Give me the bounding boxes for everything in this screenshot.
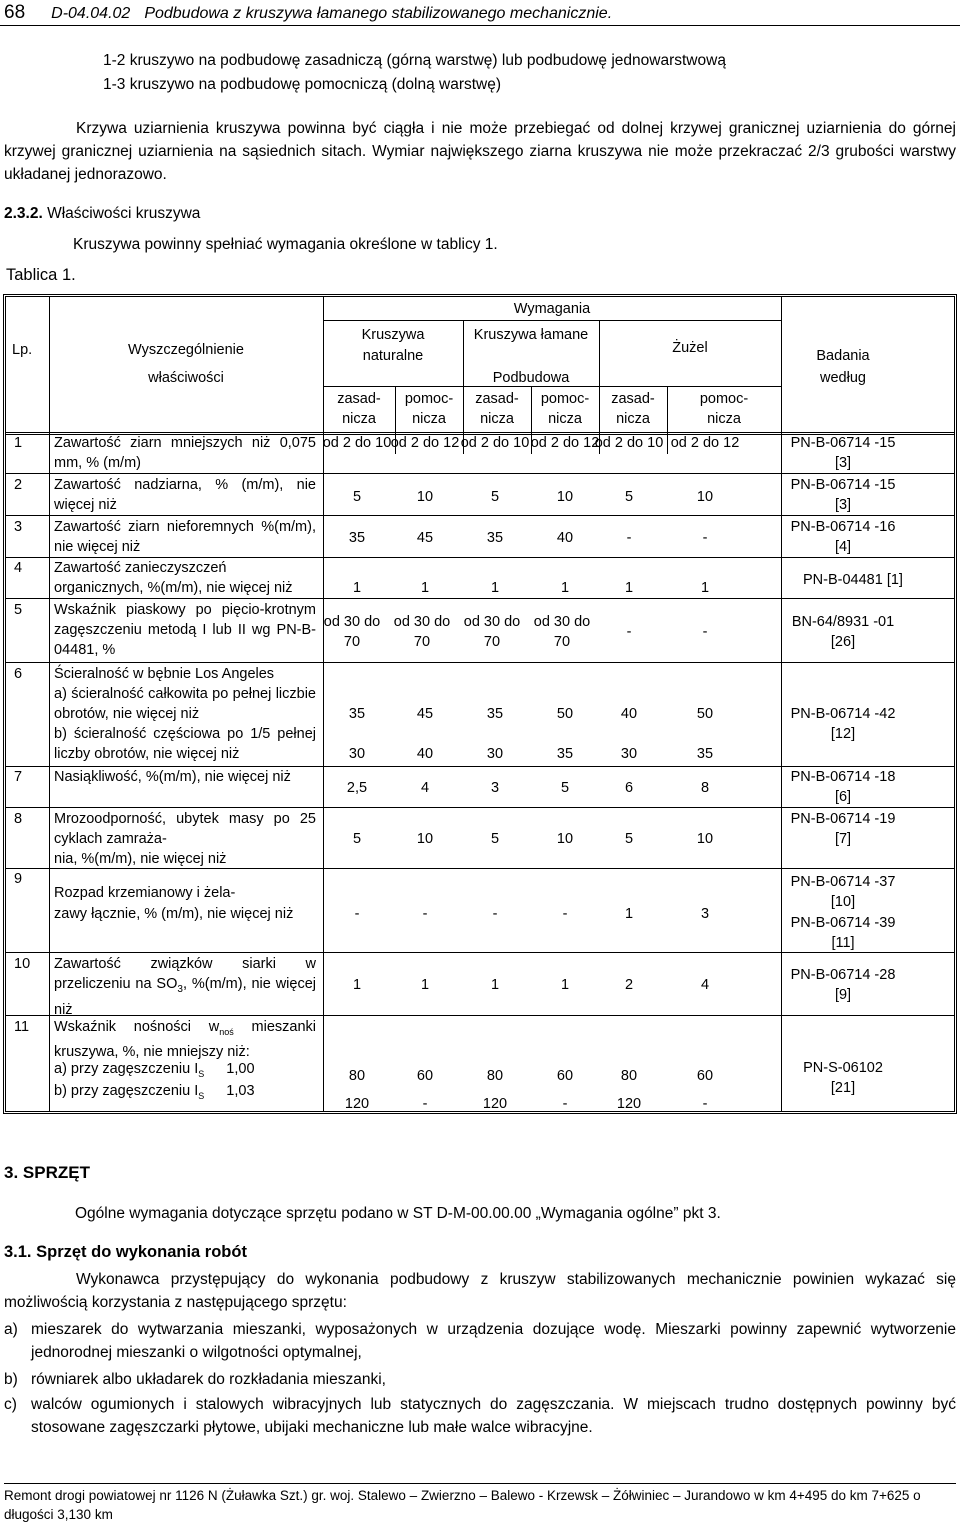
row-value: 35 bbox=[348, 530, 366, 546]
header-pomoc-2: nicza bbox=[548, 411, 582, 427]
row-text: Zawartość nadziarna, % (m/m), nie więcej niż bbox=[54, 477, 316, 513]
subscript: noś bbox=[219, 1026, 234, 1037]
row-value: od 30 do 70 bbox=[463, 614, 521, 650]
row-value: 30 bbox=[348, 746, 366, 762]
row-lp: 9 bbox=[14, 871, 23, 887]
list-item bbox=[4, 1318, 956, 1364]
row-value: - bbox=[702, 624, 708, 640]
row-value: - bbox=[702, 530, 708, 546]
list-text: walców ogumionych i stalowych wibracyjnych lub statycznych do zagęszczania. W miejscach trudno dostępnych powinny być stosowane zagęszczarki płytowe, ubijaki mechaniczne lub małe walce wibracyjne. bbox=[31, 1396, 956, 1436]
row-value: 10 bbox=[556, 489, 574, 505]
row-value: 45 bbox=[416, 530, 434, 546]
section-31-title: 3.1. Sprzęt do wykonania robót bbox=[4, 1243, 247, 1261]
intro-line-1: 1-2 kruszywo na podbudowę zasadniczą (górną warstwę) lub podbudowę jednowarstwową bbox=[103, 52, 726, 69]
header-lp: Lp. bbox=[12, 342, 33, 358]
row-badania: PN-B-06714 -15 [3] bbox=[790, 435, 896, 471]
header-pomoc-2: nicza bbox=[707, 411, 741, 427]
row-badania: PN-B-06714 -37 [10] bbox=[790, 874, 896, 910]
row-badania: PN-B-06714 -16 [4] bbox=[790, 519, 896, 555]
header-kn-2: naturalne bbox=[362, 348, 424, 364]
row-value: 120 bbox=[344, 1096, 370, 1112]
row-value: 35 bbox=[486, 706, 504, 722]
row-value: 2,5 bbox=[346, 780, 368, 796]
spec-code: D-04.04.02 bbox=[51, 5, 131, 22]
row-lp: 4 bbox=[14, 560, 23, 576]
subscript: S bbox=[198, 1090, 205, 1101]
section-232-text: Kruszywa powinny spełniać wymagania określone w tablicy 1. bbox=[73, 236, 498, 253]
row-value: od 2 do 10 bbox=[322, 435, 392, 451]
row-text-part: Zawartość związków siarki w przeliczeniu na SO bbox=[54, 956, 316, 992]
list-item bbox=[4, 1368, 956, 1391]
row-value: 5 bbox=[624, 489, 634, 505]
row-value: - bbox=[422, 906, 428, 922]
row-text-part: Wskaźnik nośności w bbox=[54, 1019, 220, 1035]
row-value: 3 bbox=[700, 906, 710, 922]
row-value: od 30 do 70 bbox=[323, 614, 381, 650]
row-text-part: , %(m/m), nie więcej niż bbox=[54, 976, 316, 1018]
row-value: od 2 do 12 bbox=[390, 435, 460, 451]
table-rule bbox=[49, 297, 50, 1111]
row-value: 4 bbox=[700, 977, 710, 993]
header-zasad-2: nicza bbox=[342, 411, 376, 427]
row-value: 60 bbox=[696, 1068, 714, 1084]
row-value: 45 bbox=[416, 706, 434, 722]
row-value: 120 bbox=[482, 1096, 508, 1112]
page-header bbox=[4, 2, 612, 24]
row-badania: PN-B-06714 -15 [3] bbox=[790, 477, 896, 513]
row-value: 35 bbox=[556, 746, 574, 762]
row-lp: 6 bbox=[14, 666, 23, 682]
row-value: 1 bbox=[420, 977, 430, 993]
row-text: nia, %(m/m), nie więcej niż bbox=[54, 851, 227, 867]
row-badania: PN-B-06714 -18 [6] bbox=[790, 769, 896, 805]
row-value: od 30 do 70 bbox=[533, 614, 591, 650]
row-text: Nasiąkliwość, %(m/m), nie więcej niż bbox=[54, 769, 291, 785]
table-rule bbox=[6, 598, 954, 599]
row-value: 8 bbox=[700, 780, 710, 796]
header-pomoc-1: pomoc- bbox=[540, 391, 590, 407]
row-value: 5 bbox=[560, 780, 570, 796]
row-badania: PN-B-06714 -28 [9] bbox=[790, 967, 896, 1003]
list-text: równiarek albo układarek do rozkładania mieszanki, bbox=[31, 1371, 386, 1388]
row-value: 1 bbox=[352, 580, 362, 596]
row-value: 4 bbox=[420, 780, 430, 796]
header-spec-2: właściwości bbox=[148, 370, 224, 386]
row-value: 60 bbox=[556, 1068, 574, 1084]
header-kl: Kruszywa łamane bbox=[473, 327, 589, 343]
subscript: S bbox=[198, 1068, 205, 1079]
header-badania-1: Badania bbox=[816, 348, 870, 364]
table-rule bbox=[781, 297, 782, 1111]
row-value: 3 bbox=[490, 780, 500, 796]
subscript: 3 bbox=[177, 983, 183, 995]
section-title: Właściwości kruszywa bbox=[47, 205, 201, 222]
table-rule bbox=[6, 662, 954, 663]
header-zasad-2: nicza bbox=[616, 411, 650, 427]
row-value: 40 bbox=[620, 706, 638, 722]
row-value: od 2 do 10 bbox=[594, 435, 664, 451]
header-wymagania: Wymagania bbox=[513, 301, 591, 317]
row-value: 10 bbox=[416, 831, 434, 847]
row-value: 5 bbox=[624, 831, 634, 847]
row-value: 5 bbox=[490, 489, 500, 505]
section-31-text: Wykonawca przystępujący do wykonania podbudowy z kruszyw stabilizowanych mechanicznie powinien wykazać się możliwością korzystania z następującego sprzętu: bbox=[4, 1271, 956, 1311]
row-lp: 11 bbox=[14, 1019, 30, 1035]
list-text: mieszarek do wytwarzania mieszanki, wyposażonych w urządzenia dozujące wodę. Mieszarki powinny zapewnić wytworzenie jednorodnej mieszanki o wilgotności optymalnej, bbox=[31, 1321, 956, 1361]
row-value: 1 bbox=[624, 580, 634, 596]
row-text: Rozpad krzemianowy i żela- bbox=[54, 885, 236, 901]
header-spec-1: Wyszczególnienie bbox=[128, 342, 244, 358]
row-badania: BN-64/8931 -01 [26] bbox=[791, 614, 895, 650]
row-value: 1 bbox=[560, 580, 570, 596]
page-number: 68 bbox=[4, 2, 26, 23]
row-value: - bbox=[562, 906, 568, 922]
header-pomoc-1: pomoc- bbox=[699, 391, 749, 407]
row-value: 1 bbox=[490, 580, 500, 596]
row-value: 10 bbox=[416, 489, 434, 505]
header-zuzel: Żużel bbox=[672, 340, 708, 356]
row-value: - bbox=[492, 906, 498, 922]
row-value: od 30 do 70 bbox=[393, 614, 451, 650]
intro-paragraph: Krzywa uziarnienia kruszywa powinna być ciągła i nie może przebiegać od dolnej krzywej granicznej uziarnienia do górnej krzywej granicznej uziarnienia na sąsiednich sitach. Wymiar największego ziarna kruszywa nie może przekraczać 2/3 grubości warstwy układanej jednorazowo. bbox=[4, 120, 956, 183]
row-text bbox=[54, 1017, 316, 1062]
row-value: 5 bbox=[352, 831, 362, 847]
row-lp: 8 bbox=[14, 811, 23, 827]
header-kn-1: Kruszywa bbox=[361, 327, 425, 343]
row-value: 2 bbox=[624, 977, 634, 993]
list-label: c) bbox=[4, 1396, 17, 1413]
list-item bbox=[4, 1393, 956, 1439]
table-rule bbox=[323, 320, 781, 321]
row-value: - bbox=[354, 906, 360, 922]
spec-title: Podbudowa z kruszywa łamanego stabilizowanego mechanicznie. bbox=[144, 5, 613, 22]
row-text-part: 1,00 bbox=[226, 1061, 255, 1077]
row-value: 120 bbox=[616, 1096, 642, 1112]
row-value: 6 bbox=[624, 780, 634, 796]
row-value: 1 bbox=[352, 977, 362, 993]
row-value: - bbox=[626, 530, 632, 546]
header-podbudowa: Podbudowa bbox=[492, 370, 570, 386]
table-label: Tablica 1. bbox=[6, 266, 76, 284]
list-label: a) bbox=[4, 1321, 18, 1338]
row-text: Wskaźnik piaskowy po pięcio-krotnym zagęszczeniu metodą I lub II wg PN-B-04481, % bbox=[54, 602, 316, 658]
row-text: zawy łącznie, % (m/m), nie więcej niż bbox=[54, 906, 294, 922]
row-value: 60 bbox=[416, 1068, 434, 1084]
row-value: 35 bbox=[696, 746, 714, 762]
row-text: Mrozoodporność, ubytek masy po 25 cyklach zamrażа- bbox=[54, 811, 316, 847]
row-value: od 2 do 12 bbox=[670, 435, 740, 451]
row-value: 35 bbox=[348, 706, 366, 722]
row-text: a) ścieralność całkowita po pełnej liczbie obrotów, nie więcej niż bbox=[54, 686, 316, 722]
row-lp: 3 bbox=[14, 519, 23, 535]
row-text: Ścieralność w bębnie Los Angeles bbox=[54, 666, 275, 682]
row-text: Zawartość zanieczyszczeń bbox=[54, 560, 227, 576]
section-number: 2.3.2. bbox=[4, 205, 43, 222]
row-value: 30 bbox=[486, 746, 504, 762]
page-footer: Remont drogi powiatowej nr 1126 N (Żuławka Szt.) gr. woj. Stalewo – Zwierzno – Balewo - Krzewsk – Żółwiniec – Jurandowo w km 4+495 do km 7+625 o długości 3,130 km bbox=[4, 1483, 956, 1524]
row-lp: 1 bbox=[14, 435, 23, 451]
row-lp: 2 bbox=[14, 477, 23, 493]
row-badania: PN-B-06714 -42 [12] bbox=[790, 706, 896, 742]
row-value: 80 bbox=[486, 1068, 504, 1084]
header-pomoc-2: nicza bbox=[412, 411, 446, 427]
row-text-part: mieszanki kruszywa, %, nie mniejszy niż: bbox=[54, 1019, 317, 1060]
header-zasad-1: zasad- bbox=[475, 391, 519, 407]
row-value: 40 bbox=[556, 530, 574, 546]
row-value: 5 bbox=[352, 489, 362, 505]
row-value: 10 bbox=[696, 489, 714, 505]
row-value: 50 bbox=[556, 706, 574, 722]
row-text: Zawartość ziarn nieforemnych %(m/m), nie więcej niż bbox=[54, 519, 316, 555]
row-lp: 7 bbox=[14, 769, 23, 785]
row-value: 1 bbox=[490, 977, 500, 993]
row-badania: PN-B-04481 [1] bbox=[803, 572, 903, 588]
row-value: 10 bbox=[696, 831, 714, 847]
row-value: - bbox=[702, 1096, 708, 1112]
row-value: 35 bbox=[486, 530, 504, 546]
list-label: b) bbox=[4, 1371, 18, 1388]
header-zasad-2: nicza bbox=[480, 411, 514, 427]
row-value: od 2 do 12 bbox=[530, 435, 600, 451]
section-3-text: Ogólne wymagania dotyczące sprzętu podano w ST D-M-00.00.00 „Wymagania ogólne” pkt 3. bbox=[75, 1205, 721, 1222]
header-rule bbox=[0, 25, 960, 26]
section-3-title: 3. SPRZĘT bbox=[4, 1163, 90, 1182]
row-text: Zawartość ziarn mniejszych niż 0,075 mm, % (m/m) bbox=[54, 435, 316, 471]
row-lp: 10 bbox=[14, 956, 31, 972]
row-value: od 2 do 10 bbox=[460, 435, 530, 451]
row-text bbox=[54, 954, 316, 1020]
row-text: b) ścieralność częściowa po 1/5 pełnej liczby obrotów, nie więcej niż bbox=[54, 726, 316, 762]
row-value: - bbox=[626, 624, 632, 640]
row-text-part: a) przy zagęszczeniu I bbox=[54, 1061, 199, 1077]
intro-line-2: 1-3 kruszywo na podbudowę pomocniczą (dolną warstwę) bbox=[103, 76, 502, 93]
row-value: 1 bbox=[700, 580, 710, 596]
header-zasad-1: zasad- bbox=[611, 391, 655, 407]
row-text bbox=[54, 1081, 255, 1106]
header-badania-2: według bbox=[820, 370, 866, 386]
row-value: 80 bbox=[348, 1068, 366, 1084]
table-rule bbox=[6, 807, 954, 808]
row-lp: 5 bbox=[14, 602, 23, 618]
row-text: organicznych, %(m/m), nie więcej niż bbox=[54, 580, 293, 596]
row-value: 5 bbox=[490, 831, 500, 847]
row-value: 1 bbox=[420, 580, 430, 596]
row-value: 80 bbox=[620, 1068, 638, 1084]
row-value: - bbox=[562, 1096, 568, 1112]
row-badania: PN-S-06102 [21] bbox=[803, 1060, 883, 1096]
section-heading-232 bbox=[4, 205, 200, 223]
row-value: 40 bbox=[416, 746, 434, 762]
header-pomoc-1: pomoc- bbox=[404, 391, 454, 407]
table-rule bbox=[6, 515, 954, 516]
header-zasad-1: zasad- bbox=[337, 391, 381, 407]
row-value: 1 bbox=[560, 977, 570, 993]
row-value: 10 bbox=[556, 831, 574, 847]
row-value: 1 bbox=[624, 906, 634, 922]
row-value: - bbox=[422, 1096, 428, 1112]
row-value: 30 bbox=[620, 746, 638, 762]
row-text-part: 1,03 bbox=[226, 1083, 255, 1099]
row-badania: PN-B-06714 -39 [11] bbox=[790, 915, 896, 951]
row-badania: PN-B-06714 -19 [7] bbox=[790, 811, 896, 847]
row-text-part: b) przy zagęszczeniu I bbox=[54, 1083, 199, 1099]
row-value: 50 bbox=[696, 706, 714, 722]
table-rule bbox=[6, 473, 954, 474]
